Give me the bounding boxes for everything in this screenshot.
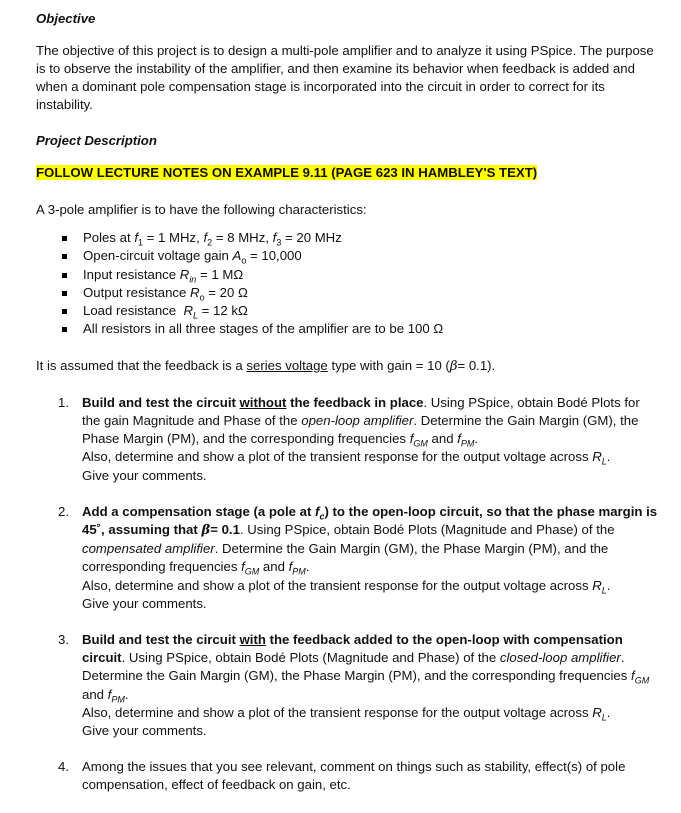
task-list	[36, 394, 658, 795]
objective-heading: Objective	[36, 11, 96, 26]
task-item-1: 1. Build and test the circuit without the feedback in place. Using PSpice, obtain Bodé Plots for the gain Magnitude and Phase of the open-loop amplifier. Determine the Gain Margin (GM), the Phase Margin (PM), and the corresponding frequencies $f_{GM}$ and $f_{PM}$. Also, determine and show a plot of the transient response for the output voltage across $R_L$. Give your comments.	[58, 394, 640, 483]
project-description-heading: Project Description	[36, 133, 157, 148]
bullet-square-icon	[62, 327, 67, 332]
bullet-square-icon	[62, 273, 67, 278]
characteristics-intro: A 3-pole amplifier is to have the following characteristics:	[36, 202, 367, 217]
bullet-square-icon	[62, 309, 67, 314]
document-page	[36, 10, 658, 813]
highlighted-instruction: FOLLOW LECTURE NOTES ON EXAMPLE 9.11 (PAGE 623 IN HAMBLEY'S TEXT)	[36, 165, 538, 180]
list-item-output-resistance: Output resistance $R_o = 20$ Ω	[36, 284, 658, 302]
bullet-square-icon	[62, 291, 67, 296]
bullet-square-icon	[62, 236, 67, 241]
list-item-gain: Open-circuit voltage gain $A_o = 10,000$	[36, 247, 658, 265]
characteristics-list	[36, 229, 658, 339]
bullet-square-icon	[62, 254, 67, 259]
task-item-3: 3. Build and test the circuit with the feedback added to the open-loop with compensation circuit. Using PSpice, obtain Bodé Plots (Magnitude and Phase) of the closed-loop amplifier. Determine the Gain Margin (GM), the Phase Margin (PM), and the corresponding frequencies $f_{GM}$ and $f_{PM}$. Also, determine and show a plot of the transient response for the output voltage across $R_L$. Give your comments.	[58, 632, 650, 739]
list-item-load-resistance: Load resistance $R_L = 12$ kΩ	[36, 302, 658, 320]
list-item-poles: Poles at $f_1 = 1$ MHz, $f_2 = 8$ MHz, $f_3 = 20$ MHz	[36, 229, 658, 247]
list-item-resistors: All resistors in all three stages of the amplifier are to be 100 Ω	[36, 320, 658, 338]
task-item-2: 2. Add a compensation stage (a pole at $f_c$) to the open-loop circuit, so that the phase margin is 45˚, assuming that β= 0.1. Using PSpice, obtain Bodé Plots (Magnitude and Phase) of the compensated amplifier. Determine the Gain Margin (GM), the Phase Margin (PM), and the corresponding frequencies $f_{GM}$ and $f_{PM}$. Also, determine and show a plot of the transient response for the output voltage across $R_L$. Give your comments.	[58, 503, 658, 611]
feedback-statement: It is assumed that the feedback is a series voltage type with gain = 10 (β= 0.1).	[36, 357, 496, 374]
task-item-4: 4. Among the issues that you see relevant, comment on things such as stability, effect(s) of pole compensation, effect of feedback on gain, etc.	[58, 759, 626, 793]
list-item-input-resistance: Input resistance $R_{in} = 1$ MΩ	[36, 266, 658, 284]
objective-text: The objective of this project is to design a multi-pole amplifier and to analyze it using PSpice. The purpose is to observe the instability of the amplifier, and then examine its behavior when feedback is added and when a dominant pole compensation stage is incorporated into the circuit in order to correct for its instability.	[36, 43, 654, 112]
